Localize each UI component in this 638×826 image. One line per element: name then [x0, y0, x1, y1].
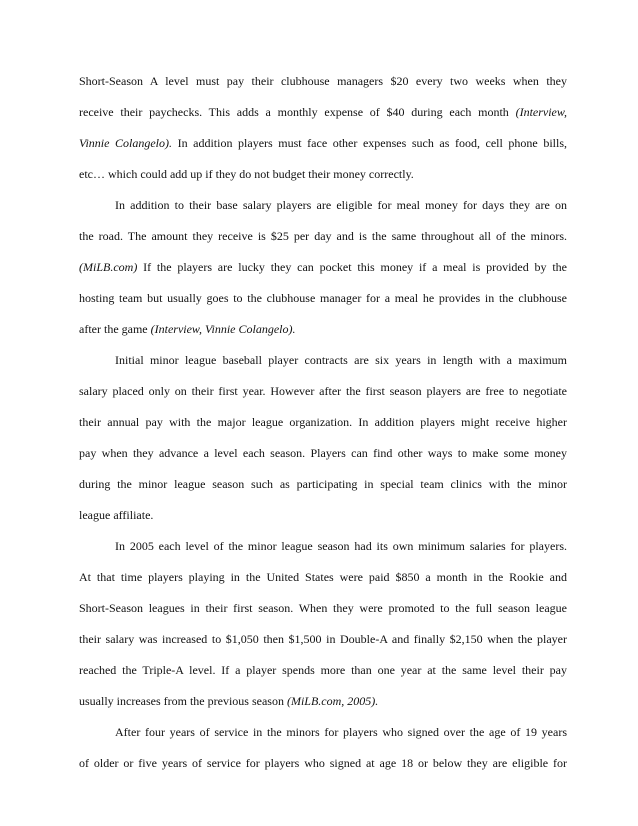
body-text: receive their paychecks. This adds a monthly expense of $40 during each month [79, 105, 516, 119]
text-line [79, 717, 567, 748]
body-text: salary placed only on their first year. However after the first season players are free to negotiate [79, 384, 567, 398]
text-line [79, 624, 567, 655]
body-text: league affiliate. [79, 508, 154, 522]
text-line [79, 438, 567, 469]
body-text: their annual pay with the major league organization. In addition players might receive higher [79, 415, 567, 429]
citation-text: (Interview, Vinnie Colangelo). [150, 322, 296, 336]
body-text: after the game [79, 322, 151, 336]
body-text: Short-Season leagues in their first season. When they were promoted to the full season league [79, 601, 567, 615]
text-line [79, 562, 567, 593]
text-line [79, 283, 567, 314]
text-line [79, 407, 567, 438]
body-text: pay when they advance a level each season. Players can find other ways to make some money [79, 446, 567, 460]
text-line [79, 593, 567, 624]
body-text: reached the Triple-A level. If a player spends more than one year at the same level their pay [79, 663, 567, 677]
body-text: In 2005 each level of the minor league season had its own minimum salaries for players. [115, 539, 567, 553]
body-text: In addition to their base salary players are eligible for meal money for days they are on [115, 198, 567, 212]
text-line [79, 500, 567, 531]
citation-text: (MiLB.com) [79, 260, 138, 274]
text-line [79, 252, 567, 283]
citation-text: (Interview, [515, 105, 567, 119]
citation-text: (MiLB.com, 2005). [286, 694, 379, 708]
text-line [79, 159, 567, 190]
document-body [79, 66, 567, 779]
text-line [79, 190, 567, 221]
body-text: the road. The amount they receive is $25 per day and is the same throughout all of the minors. [79, 229, 567, 243]
body-text: In addition players must face other expenses such as food, cell phone bills, [172, 136, 567, 150]
text-line [79, 531, 567, 562]
text-line [79, 66, 567, 97]
text-line [79, 97, 567, 128]
text-line [79, 345, 567, 376]
citation-text: Vinnie Colangelo). [79, 136, 172, 150]
text-line [79, 128, 567, 159]
text-line [79, 469, 567, 500]
body-text: Initial minor league baseball player contracts are six years in length with a maximum [115, 353, 567, 367]
body-text: their salary was increased to $1,050 then $1,500 in Double-A and finally $2,150 when the player [79, 632, 567, 646]
body-text: hosting team but usually goes to the clubhouse manager for a meal he provides in the clubhouse [79, 291, 567, 305]
body-text: At that time players playing in the United States were paid $850 a month in the Rookie and [79, 570, 567, 584]
text-line [79, 686, 567, 717]
body-text: during the minor league season such as participating in special team clinics with the minor [79, 477, 567, 491]
text-line [79, 314, 567, 345]
text-line [79, 748, 567, 779]
body-text: After four years of service in the minors for players who signed over the age of 19 years [115, 725, 567, 739]
body-text: If the players are lucky they can pocket this money if a meal is provided by the [137, 260, 567, 274]
body-text: etc… which could add up if they do not budget their money correctly. [79, 167, 414, 181]
text-line [79, 221, 567, 252]
text-line [79, 655, 567, 686]
body-text: of older or five years of service for players who signed at age 18 or below they are eligible for [79, 756, 567, 770]
text-line [79, 376, 567, 407]
body-text: Short-Season A level must pay their clubhouse managers $20 every two weeks when they [79, 74, 567, 88]
body-text: usually increases from the previous season [79, 694, 287, 708]
